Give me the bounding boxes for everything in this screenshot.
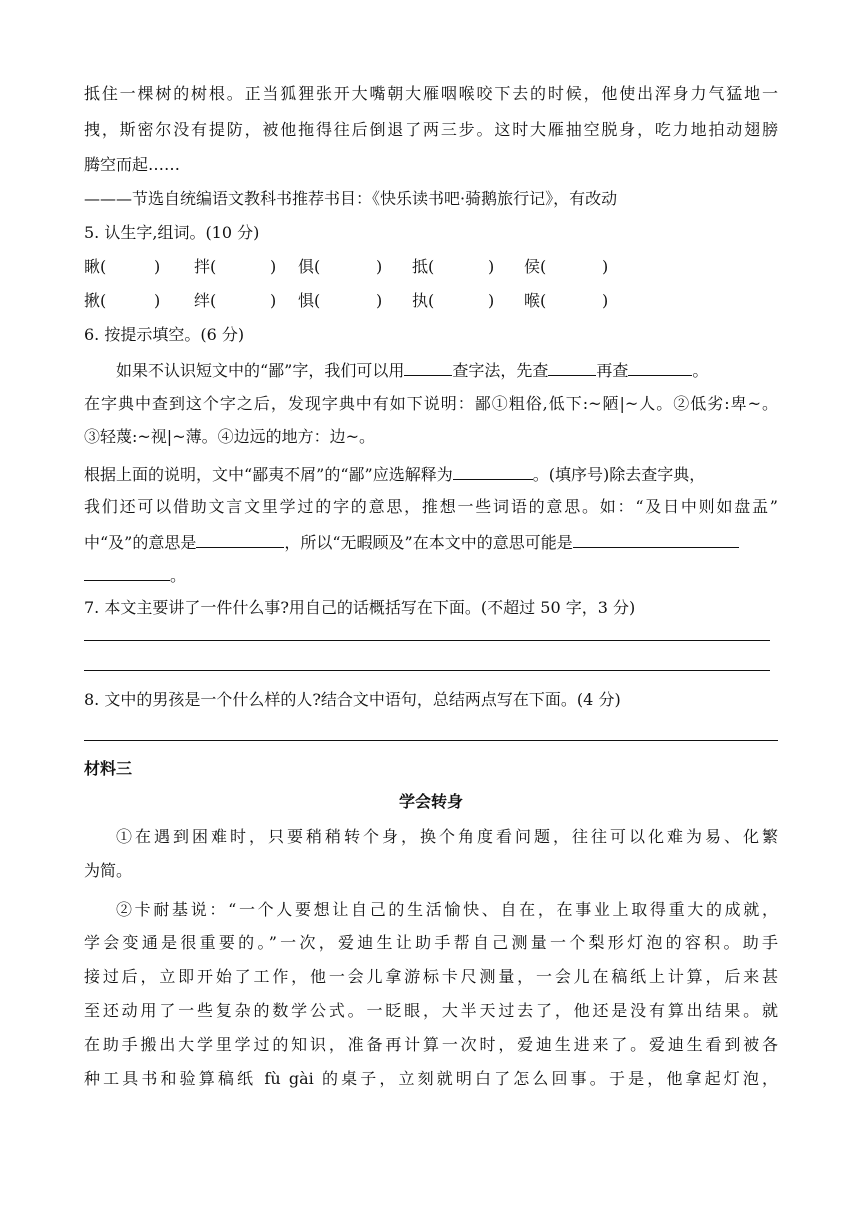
q5-close: ) — [602, 291, 609, 310]
article-para2-line5: 在助手搬出大学里学过的知识，准备再计算一次时，爱迪生进来了。爱迪生看到被各 — [84, 1035, 778, 1054]
q5-close: ) — [376, 257, 383, 276]
q7-title: 7. 本文主要讲了一件什么事?用自己的话概括写在下面。(不超过 50 字，3 分) — [84, 598, 636, 617]
q8-title: 8. 文中的男孩是一个什么样的人?结合文中语句，总结两点写在下面。(4 分) — [84, 690, 621, 709]
q6-line-4 — [84, 461, 705, 487]
q5-char-1: 瞅( — [84, 257, 107, 276]
q5-close: ) — [376, 291, 383, 310]
answer-line[interactable] — [84, 640, 770, 641]
article-para1-line2: 为简。 — [84, 861, 133, 880]
q5-char-7: 绊( — [194, 291, 217, 310]
q6-text: ，所以“无暇顾及”在本文中的意思可能是 — [284, 533, 573, 552]
answer-blank[interactable] — [628, 357, 692, 376]
q5-char-10: 喉( — [524, 291, 547, 310]
answer-blank[interactable] — [84, 562, 170, 581]
article-para1-line1: ①在遇到困难时，只要稍稍转个身，换个角度看问题，往往可以化难为易、化繁 — [116, 827, 778, 846]
story-source: ———节选自统编语文教科书推荐书目：《快乐读书吧·骑鹅旅行记》，有改动 — [84, 189, 618, 208]
answer-blank[interactable] — [404, 357, 452, 376]
q6-line-3: ③轻蔑:~视|~薄。④边远的地方：边~。 — [84, 427, 376, 446]
q5-close: ) — [488, 291, 495, 310]
answer-blank[interactable] — [453, 461, 533, 480]
q5-char-4: 抵( — [412, 257, 435, 276]
q6-line-2: 在字典中查到这个字之后，发现字典中有如下说明：鄙①粗俗,低下:~陋|~人。②低劣:卑~。 — [84, 394, 778, 413]
q6-text: 。 — [692, 361, 709, 380]
story-line-1: 抵住一棵树的树根。正当狐狸张开大嘴朝大雁咽喉咬下去的时候，他使出浑身力气猛地一 — [84, 84, 778, 103]
answer-line[interactable] — [84, 670, 770, 671]
q6-line-1 — [116, 357, 708, 383]
q5-close: ) — [154, 291, 161, 310]
q5-char-8: 惧( — [298, 291, 321, 310]
answer-blank[interactable] — [196, 529, 284, 548]
article-para2-line2: 学会变通是很重要的。”一次，爱迪生让助手帮自己测量一个梨形灯泡的容积。助手 — [84, 933, 778, 952]
answer-blank[interactable] — [573, 529, 739, 548]
q6-title: 6. 按提示填空。(6 分) — [84, 325, 245, 344]
article-para2-line6: 种工具书和验算稿纸 fù gài 的桌子，立刻就明白了怎么回事。于是，他拿起灯泡， — [84, 1069, 778, 1088]
q5-close: ) — [270, 257, 277, 276]
answer-line[interactable] — [84, 740, 778, 741]
article-para2-line1: ②卡耐基说：“一个人要想让自己的生活愉快、自在，在事业上取得重大的成就， — [116, 900, 778, 919]
answer-blank[interactable] — [548, 357, 596, 376]
q5-close: ) — [270, 291, 277, 310]
q5-char-5: 侯( — [524, 257, 547, 276]
q6-line-7 — [84, 562, 186, 588]
article-title: 学会转身 — [398, 792, 463, 811]
q6-text: 。(填序号)除去查字典， — [532, 465, 706, 484]
q6-text: 根据上面的说明，文中“鄙夷不屑”的“鄙”应选解释为 — [84, 465, 453, 484]
story-line-2: 拽，斯密尔没有提防，被他拖得往后倒退了两三步。这时大雁抽空脱身，吃力地拍动翅膀 — [84, 120, 778, 139]
q6-text: 再查 — [596, 361, 629, 380]
q6-line-5: 我们还可以借助文言文里学过的字的意思，推想一些词语的意思。如：“及日中则如盘盂” — [84, 497, 778, 516]
section-heading: 材料三 — [84, 759, 133, 778]
q5-title: 5. 认生字,组词。(10 分) — [84, 223, 260, 242]
article-para2-line4: 至还动用了一些复杂的数学公式。一眨眼，大半天过去了，他还是没有算出结果。就 — [84, 1001, 778, 1020]
article-para2-line3: 接过后，立即开始了工作，他一会儿拿游标卡尺测量，一会儿在稿纸上计算，后来甚 — [84, 967, 778, 986]
story-line-3: 腾空而起…… — [84, 155, 181, 174]
q5-close: ) — [488, 257, 495, 276]
q6-text: 查字法，先查 — [452, 361, 549, 380]
q5-close: ) — [154, 257, 161, 276]
q6-line-6 — [84, 529, 739, 555]
q5-char-6: 揪( — [84, 291, 107, 310]
q6-text: 。 — [170, 566, 187, 585]
q5-char-2: 拌( — [194, 257, 217, 276]
q5-close: ) — [602, 257, 609, 276]
q5-char-9: 执( — [412, 291, 435, 310]
q6-text: 如果不认识短文中的“鄙”字，我们可以用 — [116, 361, 405, 380]
q5-char-3: 俱( — [298, 257, 321, 276]
q6-text: 中“及”的意思是 — [84, 533, 197, 552]
